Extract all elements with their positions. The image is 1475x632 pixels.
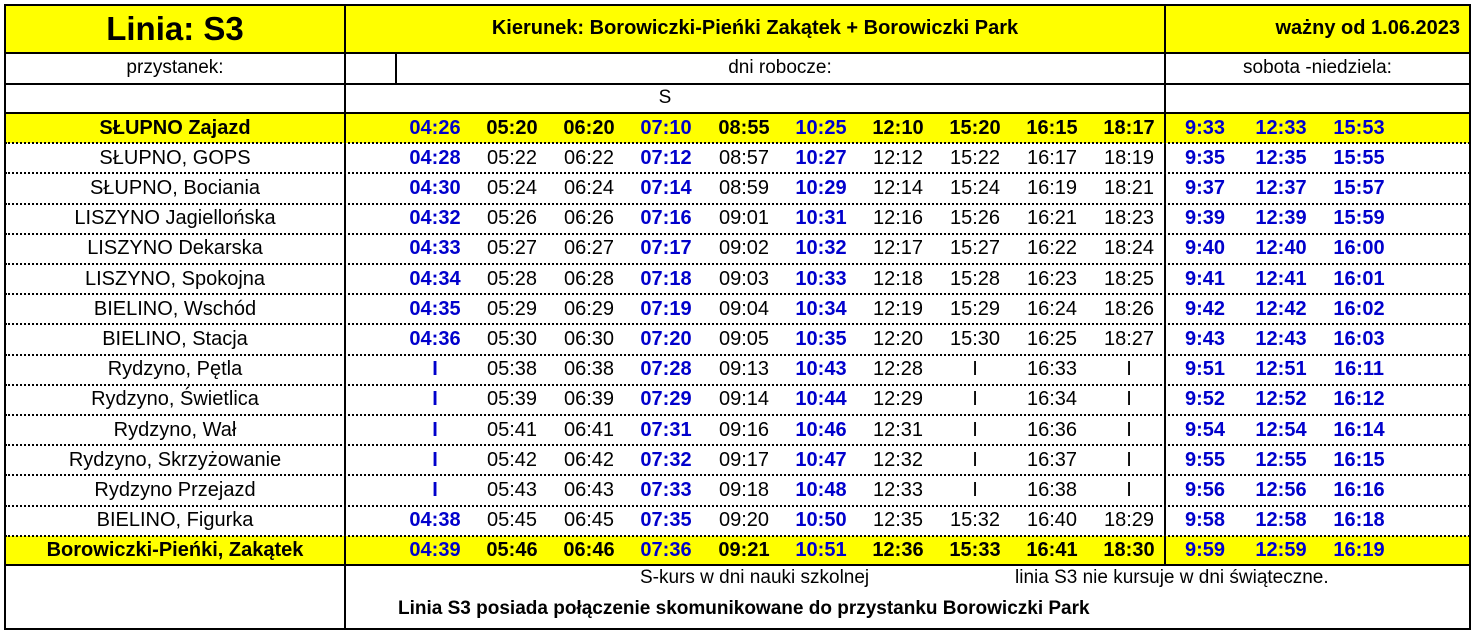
weekday-departure: I — [432, 388, 438, 411]
weekend-departure: 9:51 — [1184, 358, 1226, 381]
weekend-departure: 9:39 — [1184, 207, 1226, 230]
table-row — [0, 204, 1475, 234]
weekday-departure: 06:28 — [563, 267, 615, 290]
table-row — [0, 264, 1475, 294]
weekend-departure: 12:33 — [1255, 116, 1307, 139]
stop-name: SŁUPNO, GOPS — [99, 146, 251, 169]
weekday-departure: 16:38 — [1026, 478, 1078, 501]
weekday-departure: I — [432, 418, 438, 441]
weekday-departure: 10:33 — [795, 267, 847, 290]
weekend-departure: 12:39 — [1255, 207, 1307, 230]
weekday-departure: 16:34 — [1026, 388, 1078, 411]
weekend-departure: 12:42 — [1255, 297, 1307, 320]
weekday-departure: 15:28 — [949, 267, 1001, 290]
weekday-departure: 15:24 — [949, 176, 1001, 199]
weekend-departure: 12:43 — [1255, 327, 1307, 350]
weekend-departure: 16:00 — [1333, 237, 1385, 260]
weekend-departure: 12:51 — [1255, 358, 1307, 381]
weekday-departure: 16:19 — [1026, 176, 1078, 199]
table-row — [0, 415, 1475, 445]
weekday-departure: 06:24 — [563, 176, 615, 199]
stop-column-label: przystanek: — [126, 57, 224, 78]
weekday-departure: 15:30 — [949, 327, 1001, 350]
weekend-departure: 9:35 — [1184, 146, 1226, 169]
table-row — [0, 475, 1475, 505]
weekday-departure: 10:47 — [795, 448, 847, 471]
weekend-departure: 16:16 — [1333, 478, 1385, 501]
weekday-departure: 06:27 — [563, 237, 615, 260]
weekday-departure: 05:38 — [486, 358, 538, 381]
weekday-departure: 16:23 — [1026, 267, 1078, 290]
weekday-departure: I — [972, 358, 978, 381]
weekday-departure: 07:36 — [640, 539, 692, 562]
weekday-departure: 07:14 — [640, 176, 692, 199]
weekday-departure: 06:20 — [563, 116, 615, 139]
stop-name: BIELINO, Figurka — [96, 509, 254, 532]
weekday-departure: 10:27 — [795, 146, 847, 169]
weekend-departure: 9:55 — [1184, 448, 1226, 471]
weekday-departure: 04:35 — [409, 297, 461, 320]
weekday-departure: I — [1126, 358, 1132, 381]
weekday-departure: 04:32 — [409, 207, 461, 230]
weekday-departure: I — [972, 418, 978, 441]
weekend-departure: 9:40 — [1184, 237, 1226, 260]
weekday-departure: 10:51 — [795, 539, 847, 562]
row-separator — [5, 172, 1470, 174]
weekday-departure: 06:43 — [563, 478, 615, 501]
weekday-departure: 12:14 — [872, 176, 924, 199]
table-row — [0, 445, 1475, 475]
frame-bottom — [4, 628, 1471, 630]
table-row — [0, 506, 1475, 536]
weekday-departure: 12:33 — [872, 478, 924, 501]
table-row — [0, 234, 1475, 264]
weekday-departure: 12:16 — [872, 207, 924, 230]
connection-note: Linia S3 posiada połączenie skomunikowane do przystanku Borowiczki Park — [398, 598, 1090, 619]
weekday-departure: 16:21 — [1026, 207, 1078, 230]
weekend-departure: 12:40 — [1255, 237, 1307, 260]
weekday-departure: I — [1126, 418, 1132, 441]
table-row — [0, 324, 1475, 354]
weekday-departure: 09:13 — [718, 358, 770, 381]
weekday-departure: 07:29 — [640, 388, 692, 411]
weekend-departure: 9:42 — [1184, 297, 1226, 320]
row-separator — [5, 505, 1470, 507]
table-row — [0, 294, 1475, 324]
weekday-departure: 12:10 — [872, 116, 924, 139]
valid-from-label: ważny od 1.06.2023 — [1165, 5, 1470, 52]
weekday-departure: I — [972, 448, 978, 471]
table-row — [0, 113, 1475, 143]
weekday-departure: 10:48 — [795, 478, 847, 501]
row-separator — [5, 474, 1470, 476]
weekday-departure: 04:33 — [409, 237, 461, 260]
weekday-departure: 04:38 — [409, 509, 461, 532]
weekday-departure: 15:33 — [949, 539, 1001, 562]
weekday-departure: 18:23 — [1103, 207, 1155, 230]
weekend-departure: 9:37 — [1184, 176, 1226, 199]
row-separator — [5, 384, 1470, 386]
table-row — [0, 143, 1475, 173]
weekend-departure: 12:59 — [1255, 539, 1307, 562]
weekday-departure: 05:26 — [486, 207, 538, 230]
weekday-departure: 05:42 — [486, 448, 538, 471]
weekday-departure: 06:22 — [563, 146, 615, 169]
weekday-departure: I — [432, 448, 438, 471]
weekday-departure: 08:55 — [718, 116, 770, 139]
weekday-departure: 09:14 — [718, 388, 770, 411]
weekday-departure: 18:25 — [1103, 267, 1155, 290]
weekday-departure: 07:32 — [640, 448, 692, 471]
weekday-departure: 16:25 — [1026, 327, 1078, 350]
stop-name: Rydzyno, Wał — [113, 418, 237, 441]
weekend-departure: 15:55 — [1333, 146, 1385, 169]
weekday-departure: 12:36 — [872, 539, 924, 562]
weekday-departure: 07:20 — [640, 327, 692, 350]
weekend-departure: 12:55 — [1255, 448, 1307, 471]
weekend-departure: 15:59 — [1333, 207, 1385, 230]
weekday-departure: 16:40 — [1026, 509, 1078, 532]
weekday-departure: 08:59 — [718, 176, 770, 199]
stop-column-divider — [344, 4, 346, 628]
frame-top — [4, 4, 1471, 6]
weekday-departure: 16:22 — [1026, 237, 1078, 260]
weekend-departure: 16:15 — [1333, 448, 1385, 471]
weekday-departure: 06:26 — [563, 207, 615, 230]
weekend-departure: 12:52 — [1255, 388, 1307, 411]
stop-name: Rydzyno Przejazd — [94, 478, 256, 501]
weekday-departure: 09:20 — [718, 509, 770, 532]
weekday-departure: 05:43 — [486, 478, 538, 501]
weekend-departure: 9:41 — [1184, 267, 1226, 290]
weekday-departure: 15:20 — [949, 116, 1001, 139]
weekday-departure: 05:45 — [486, 509, 538, 532]
row-separator — [5, 444, 1470, 446]
stop-name: Rydzyno, Pętla — [107, 358, 243, 381]
stop-name: Rydzyno, Skrzyżowanie — [68, 448, 282, 471]
weekday-departure: 06:39 — [563, 388, 615, 411]
weekday-departure: 07:19 — [640, 297, 692, 320]
stop-name: SŁUPNO, Bociania — [89, 176, 261, 199]
weekend-departure: 9:54 — [1184, 418, 1226, 441]
weekday-departure: 07:18 — [640, 267, 692, 290]
weekday-departure: 06:45 — [563, 509, 615, 532]
weekday-departure: 18:27 — [1103, 327, 1155, 350]
weekday-departure: I — [432, 358, 438, 381]
weekday-departure: 04:28 — [409, 146, 461, 169]
weekday-departure: 06:30 — [563, 327, 615, 350]
row-separator — [5, 323, 1470, 325]
table-row — [0, 385, 1475, 415]
weekday-departure: 16:17 — [1026, 146, 1078, 169]
weekday-departure: 12:35 — [872, 509, 924, 532]
weekend-departure: 12:35 — [1255, 146, 1307, 169]
weekday-departure: 05:24 — [486, 176, 538, 199]
stop-name: Rydzyno, Świetlica — [91, 388, 259, 411]
weekend-departure: 12:54 — [1255, 418, 1307, 441]
weekday-departure: 15:26 — [949, 207, 1001, 230]
row-separator — [5, 203, 1470, 205]
weekday-departure: 09:16 — [718, 418, 770, 441]
weekday-departure: 04:36 — [409, 327, 461, 350]
row-separator — [5, 142, 1470, 144]
table-row — [0, 355, 1475, 385]
row-separator — [5, 263, 1470, 265]
weekend-departure: 9:59 — [1184, 539, 1226, 562]
weekday-departure: 06:38 — [563, 358, 615, 381]
weekday-departure: 12:32 — [872, 448, 924, 471]
weekdays-label: dni robocze: — [728, 57, 832, 78]
weekday-departure: 12:18 — [872, 267, 924, 290]
weekday-departure: 09:03 — [718, 267, 770, 290]
weekday-departure: 05:27 — [486, 237, 538, 260]
weekend-departure: 15:57 — [1333, 176, 1385, 199]
weekday-departure: 10:44 — [795, 388, 847, 411]
weekday-departure: 05:41 — [486, 418, 538, 441]
weekday-departure: 12:29 — [872, 388, 924, 411]
frame-right — [1469, 4, 1471, 630]
weekday-departure: 16:33 — [1026, 358, 1078, 381]
weekday-departure: 10:32 — [795, 237, 847, 260]
weekend-column-divider — [1164, 4, 1166, 566]
subheader-divider — [395, 52, 397, 84]
weekday-departure: 16:37 — [1026, 448, 1078, 471]
weekday-departure: 08:57 — [718, 146, 770, 169]
weekend-departure: 16:02 — [1333, 297, 1385, 320]
weekday-departure: 04:39 — [409, 539, 461, 562]
stop-name: SŁUPNO Zajazd — [99, 116, 251, 139]
weekday-departure: 07:10 — [640, 116, 692, 139]
weekday-departure: I — [1126, 388, 1132, 411]
weekday-departure: 06:46 — [563, 539, 615, 562]
weekend-departure: 16:03 — [1333, 327, 1385, 350]
weekday-departure: 16:24 — [1026, 297, 1078, 320]
weekday-departure: 15:32 — [949, 509, 1001, 532]
row-separator — [5, 354, 1470, 356]
frame-left — [4, 4, 6, 630]
weekend-departure: 9:58 — [1184, 509, 1226, 532]
weekday-departure: 16:36 — [1026, 418, 1078, 441]
weekday-departure: 18:29 — [1103, 509, 1155, 532]
weekday-departure: 06:29 — [563, 297, 615, 320]
weekday-departure: 04:26 — [409, 116, 461, 139]
weekend-departure: 16:14 — [1333, 418, 1385, 441]
weekday-departure: 09:21 — [718, 539, 770, 562]
weekday-departure: 05:28 — [486, 267, 538, 290]
weekday-departure: 12:20 — [872, 327, 924, 350]
weekend-label: sobota -niedziela: — [1243, 57, 1392, 78]
weekend-departure: 9:33 — [1184, 116, 1226, 139]
weekday-departure: 18:26 — [1103, 297, 1155, 320]
weekend-departure: 15:53 — [1333, 116, 1385, 139]
school-course-marker: S — [658, 87, 672, 108]
weekday-departure: 09:17 — [718, 448, 770, 471]
school-course-note: S-kurs w dni nauki szkolnej — [640, 567, 870, 588]
weekend-departure: 12:37 — [1255, 176, 1307, 199]
weekend-departure: 16:18 — [1333, 509, 1385, 532]
weekday-departure: 18:21 — [1103, 176, 1155, 199]
stop-name: BIELINO, Wschód — [93, 297, 257, 320]
header-bottom-line — [4, 52, 1471, 54]
weekday-departure: 18:24 — [1103, 237, 1155, 260]
row-separator — [5, 535, 1470, 537]
table-top-line — [4, 112, 1471, 114]
weekday-departure: 10:43 — [795, 358, 847, 381]
line-title: Linia: S3 — [5, 5, 345, 52]
weekday-departure: 10:25 — [795, 116, 847, 139]
weekday-departure: 16:41 — [1026, 539, 1078, 562]
weekday-departure: 18:19 — [1103, 146, 1155, 169]
weekend-departure: 9:56 — [1184, 478, 1226, 501]
weekday-departure: 10:31 — [795, 207, 847, 230]
weekday-departure: 12:19 — [872, 297, 924, 320]
weekend-departure: 16:19 — [1333, 539, 1385, 562]
table-row — [0, 173, 1475, 203]
weekend-departure: 12:56 — [1255, 478, 1307, 501]
weekend-departure: 16:01 — [1333, 267, 1385, 290]
weekend-departure: 9:52 — [1184, 388, 1226, 411]
weekday-departure: 12:12 — [872, 146, 924, 169]
weekend-departure: 12:58 — [1255, 509, 1307, 532]
weekday-departure: I — [972, 478, 978, 501]
row-separator — [5, 414, 1470, 416]
weekday-departure: 15:22 — [949, 146, 1001, 169]
weekday-departure: 06:42 — [563, 448, 615, 471]
weekday-departure: 15:29 — [949, 297, 1001, 320]
weekday-departure: 10:50 — [795, 509, 847, 532]
stop-name: Borowiczki-Pieńki, Zakątek — [46, 539, 304, 562]
weekday-departure: I — [432, 478, 438, 501]
weekday-departure: 09:01 — [718, 207, 770, 230]
weekday-departure: 04:34 — [409, 267, 461, 290]
weekday-departure: 09:02 — [718, 237, 770, 260]
weekday-departure: 05:46 — [486, 539, 538, 562]
weekday-departure: 07:35 — [640, 509, 692, 532]
weekday-departure: 07:17 — [640, 237, 692, 260]
weekday-departure: 06:41 — [563, 418, 615, 441]
weekday-departure: 05:20 — [486, 116, 538, 139]
weekday-departure: 12:17 — [872, 237, 924, 260]
row-separator — [5, 293, 1470, 295]
weekday-departure: 18:30 — [1103, 539, 1155, 562]
weekend-departure: 12:41 — [1255, 267, 1307, 290]
weekday-departure: 05:22 — [486, 146, 538, 169]
subheader-bottom-line — [4, 83, 1471, 85]
weekday-departure: I — [1126, 478, 1132, 501]
weekday-departure: 10:29 — [795, 176, 847, 199]
weekday-departure: 15:27 — [949, 237, 1001, 260]
weekday-departure: 07:28 — [640, 358, 692, 381]
stop-name: LISZYNO Jagiellońska — [74, 207, 276, 230]
weekend-departure: 16:11 — [1333, 358, 1385, 381]
weekday-departure: 16:15 — [1026, 116, 1078, 139]
weekday-departure: 09:04 — [718, 297, 770, 320]
weekday-departure: I — [1126, 448, 1132, 471]
weekday-departure: 07:12 — [640, 146, 692, 169]
weekday-departure: 10:34 — [795, 297, 847, 320]
table-bottom-line — [4, 564, 1471, 566]
direction-label: Kierunek: Borowiczki-Pieńki Zakątek + Borowiczki Park — [345, 5, 1165, 52]
holiday-note: linia S3 nie kursuje w dni świąteczne. — [1015, 567, 1329, 588]
weekday-departure: 07:16 — [640, 207, 692, 230]
weekday-departure: 09:18 — [718, 478, 770, 501]
weekend-departure: 16:12 — [1333, 388, 1385, 411]
weekday-departure: 04:30 — [409, 176, 461, 199]
weekday-departure: I — [972, 388, 978, 411]
stop-name: LISZYNO, Spokojna — [84, 267, 266, 290]
weekday-departure: 18:17 — [1103, 116, 1155, 139]
weekday-departure: 09:05 — [718, 327, 770, 350]
weekday-departure: 05:30 — [486, 327, 538, 350]
weekday-departure: 05:39 — [486, 388, 538, 411]
weekday-departure: 07:33 — [640, 478, 692, 501]
table-row — [0, 536, 1475, 566]
weekday-departure: 10:46 — [795, 418, 847, 441]
weekday-departure: 12:28 — [872, 358, 924, 381]
stop-name: BIELINO, Stacja — [102, 327, 248, 350]
row-separator — [5, 233, 1470, 235]
weekday-departure: 12:31 — [872, 418, 924, 441]
stop-name: LISZYNO Dekarska — [87, 237, 263, 260]
weekday-departure: 07:31 — [640, 418, 692, 441]
weekday-departure: 05:29 — [486, 297, 538, 320]
weekend-departure: 9:43 — [1184, 327, 1226, 350]
weekday-departure: 10:35 — [795, 327, 847, 350]
